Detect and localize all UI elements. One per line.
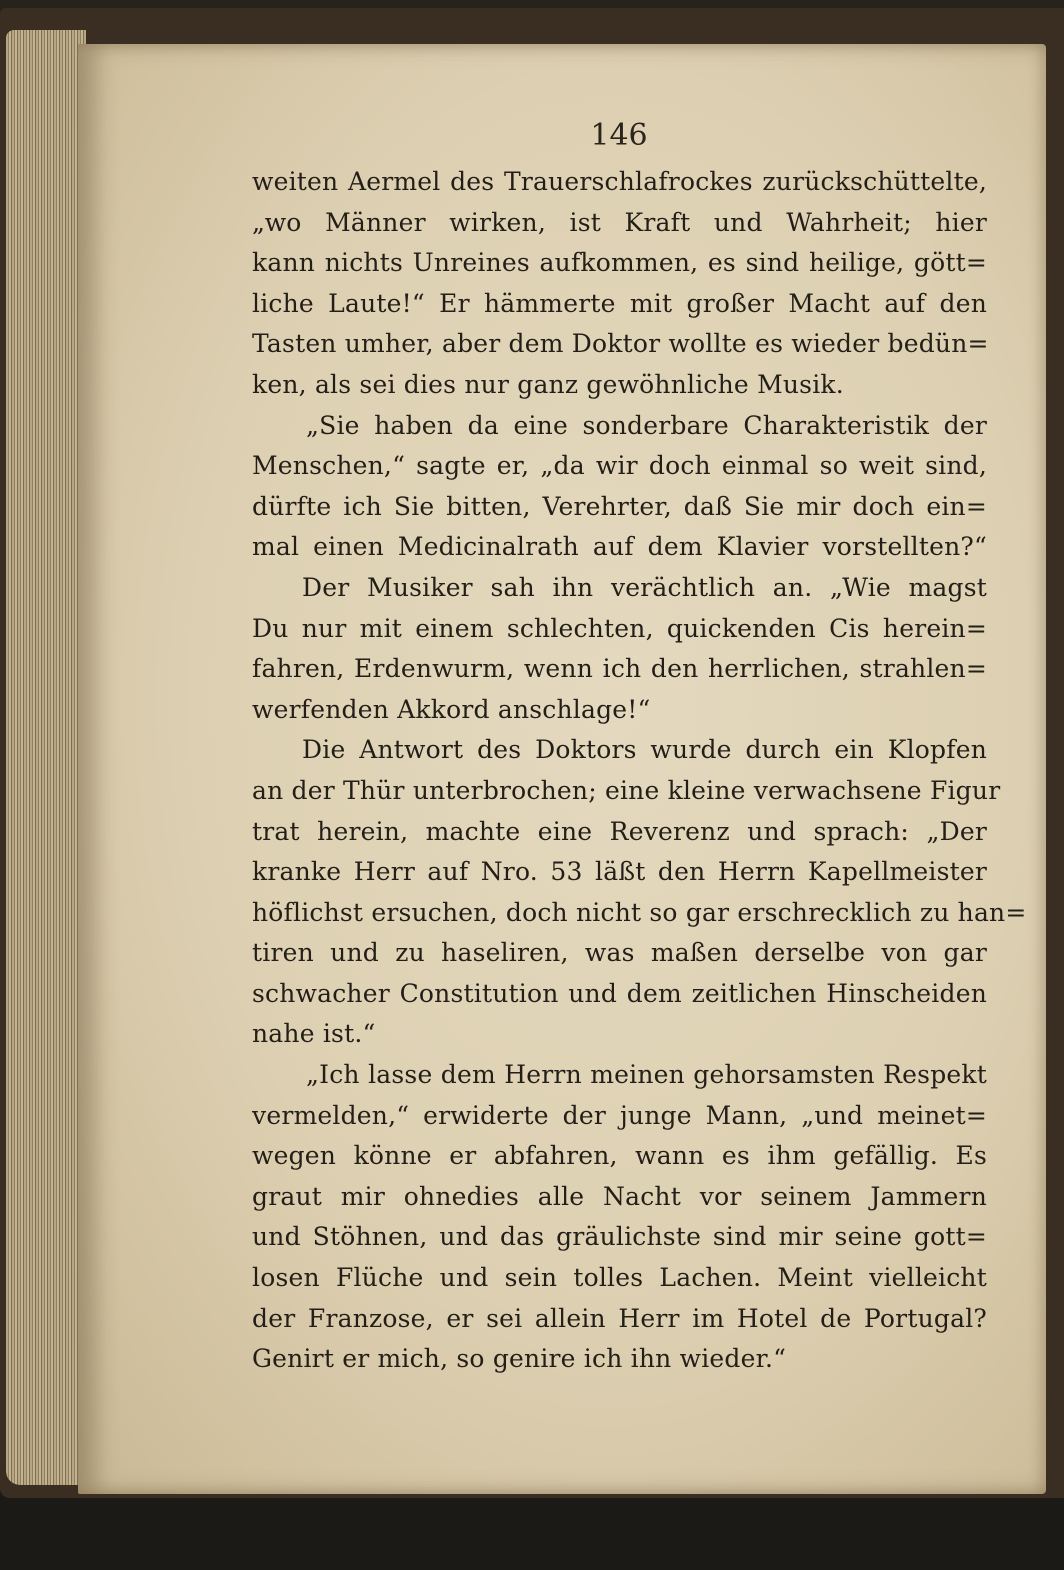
text-line: „Sie haben da eine sonderbare Charakteristik der — [306, 410, 987, 440]
text-line: Tasten umher, aber dem Doktor wollte es wieder bedün= — [252, 329, 989, 359]
text-line: Genirt er mich, so genire ich ihn wieder.“ — [252, 1344, 787, 1374]
text-line: Du nur mit einem schlechten, quickenden Cis herein= — [252, 613, 987, 643]
text-line: graut mir ohnedies alle Nacht vor seinem Jammern — [252, 1181, 987, 1211]
page-number: 146 — [590, 118, 648, 153]
text-line: der Franzose, er sei allein Herr im Hotel de Portugal? — [252, 1303, 987, 1333]
text-line: liche Laute!“ Er hämmerte mit großer Macht auf den — [252, 288, 987, 318]
text-line: an der Thür unterbrochen; eine kleine verwachsene Figur — [252, 775, 1001, 805]
text-line: mal einen Medicinalrath auf dem Klavier vorstellten?“ — [252, 532, 987, 562]
text-line: losen Flüche und sein tolles Lachen. Meint vielleicht — [252, 1263, 987, 1293]
text-line: trat herein, machte eine Reverenz und sprach: „Der — [252, 816, 987, 846]
text-line: „Ich lasse dem Herrn meinen gehorsamsten Respekt — [306, 1060, 987, 1090]
text-line: weiten Aermel des Trauerschlafrockes zurückschüttelte, — [252, 167, 987, 196]
text-line: nahe ist.“ — [252, 1019, 376, 1049]
text-line: ken, als sei dies nur ganz gewöhnliche Musik. — [252, 369, 844, 399]
text-line: höflichst ersuchen, doch nicht so gar erschrecklich zu han= — [252, 897, 1027, 927]
text-line: Der Musiker sah ihn verächtlich an. „Wie magst — [302, 572, 987, 602]
text-line: Die Antwort des Doktors wurde durch ein Klopfen — [302, 735, 987, 765]
text-line: „wo Männer wirken, ist Kraft und Wahrheit; hier — [252, 207, 987, 237]
page-edges — [6, 30, 86, 1485]
text-line: Menschen,“ sagte er, „da wir doch einmal so weit sind, — [252, 451, 987, 481]
text-line: dürfte ich Sie bitten, Verehrter, daß Sie mir doch ein= — [252, 491, 987, 521]
text-line: fahren, Erdenwurm, wenn ich den herrlichen, strahlen= — [252, 654, 987, 684]
text-line: und Stöhnen, und das gräulichste sind mir seine gott= — [252, 1222, 987, 1252]
text-line: schwacher Constitution und dem zeitlichen Hinscheiden — [252, 978, 987, 1008]
text-line: tiren und zu haseliren, was maßen derselbe von gar — [252, 938, 987, 968]
page-text — [252, 162, 1027, 1380]
text-line: kann nichts Unreines aufkommen, es sind heilige, gött= — [252, 248, 987, 278]
text-line: werfenden Akkord anschlage!“ — [252, 694, 651, 724]
text-line: vermelden,“ erwiderte der junge Mann, „und meinet= — [252, 1100, 987, 1130]
text-line: kranke Herr auf Nro. 53 läßt den Herrn Kapellmeister — [252, 857, 987, 887]
text-line: wegen könne er abfahren, wann es ihm gefällig. Es — [252, 1141, 987, 1171]
